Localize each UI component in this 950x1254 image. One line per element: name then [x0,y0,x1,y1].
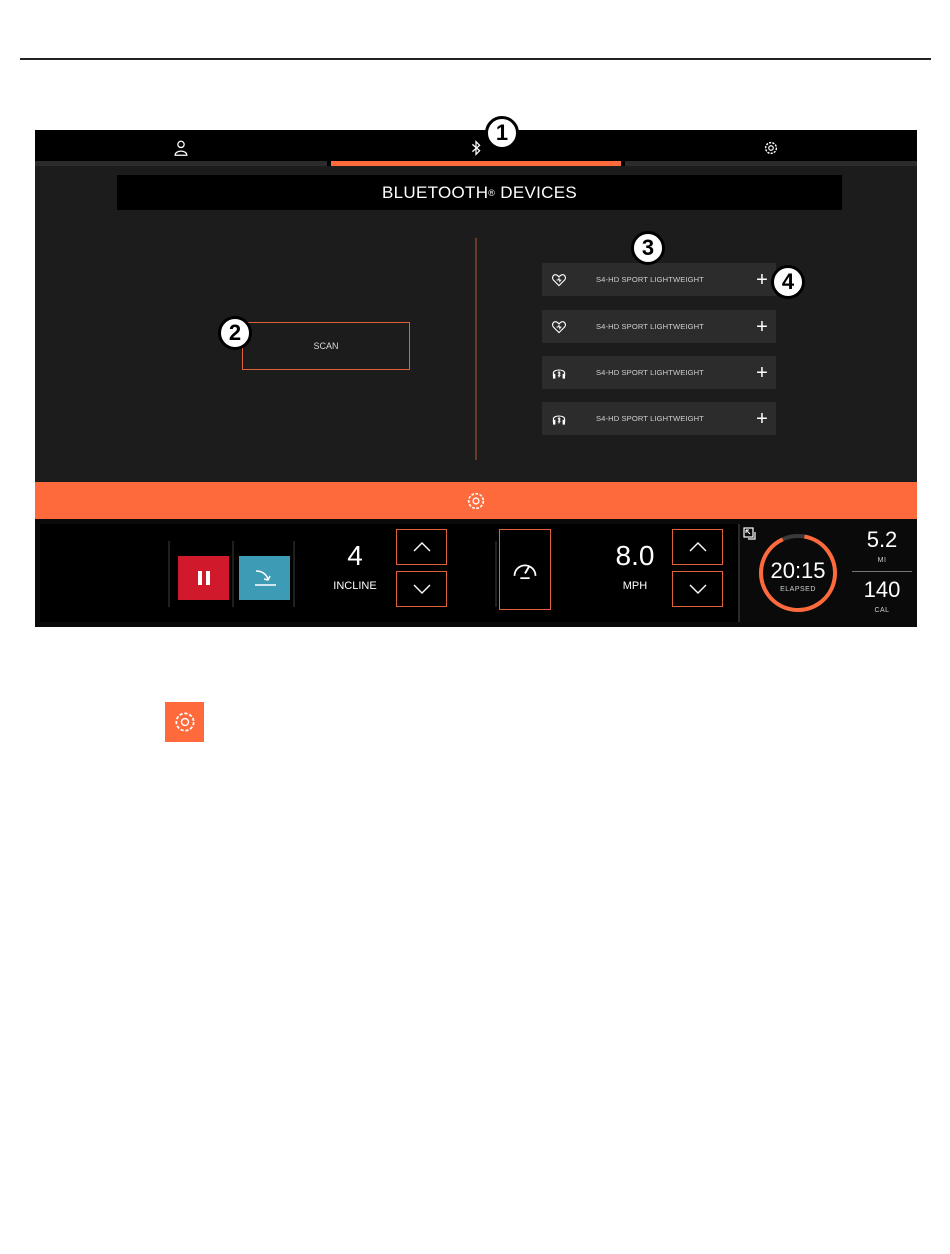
registered-mark: ® [488,187,496,198]
settings-gear-icon-legend [165,702,204,742]
console-inner [40,524,912,622]
workout-console [35,519,917,627]
calories-label: CAL [874,607,890,614]
speed-label: MPH [622,580,648,592]
tab-bluetooth[interactable] [331,130,621,166]
callout-1: 1 [485,116,519,150]
incline-label: INCLINE [333,580,377,592]
device-label: S4-HD SPORT LIGHTWEIGHT [596,414,704,423]
speedometer-icon [511,556,539,584]
console-separator [168,541,170,607]
incline-up-button[interactable] [396,529,447,565]
title-suffix: DEVICES [495,182,577,202]
device-item[interactable] [542,356,776,389]
stats-panel [738,524,914,622]
calories-value: 140 [863,577,901,602]
heart-rate-icon [544,319,574,335]
tab-bar [35,130,917,166]
device-label: S4-HD SPORT LIGHTWEIGHT [596,322,704,331]
tab-settings[interactable] [625,130,917,166]
speed-gauge-button[interactable] [499,529,551,610]
chevron-down-icon [412,583,432,595]
console-separator [293,541,295,607]
cooldown-icon [250,566,280,590]
stat-divider [852,571,912,572]
heart-rate-icon [544,272,574,288]
tab-underline [331,161,621,166]
elapsed-time: 20:15 [770,558,826,583]
callout-2: 2 [218,316,252,350]
device-item[interactable] [542,402,776,435]
add-device-button[interactable]: + [756,361,768,384]
tab-underline [625,161,917,166]
settings-bar[interactable] [35,482,917,519]
user-icon [172,139,190,157]
incline-down-button[interactable] [396,571,447,607]
device-label: S4-HD SPORT LIGHTWEIGHT [596,368,704,377]
distance-label: MI [877,557,887,564]
pause-icon-bar [198,571,202,585]
speed-value: 8.0 [615,540,655,571]
elapsed-label: ELAPSED [780,586,816,593]
incline-value: 4 [347,540,363,571]
device-item[interactable] [542,263,776,296]
callout-3: 3 [631,231,665,265]
add-device-button[interactable]: + [756,315,768,338]
gear-icon [762,139,780,157]
device-label: S4-HD SPORT LIGHTWEIGHT [596,275,704,284]
vertical-divider [475,238,477,460]
console-separator [495,541,497,607]
title-text: BLUETOOTH [382,182,489,202]
page-title [117,175,842,210]
speed-up-button[interactable] [672,529,723,565]
header-rule [20,58,931,60]
speed-down-button[interactable] [672,571,723,607]
pause-button[interactable] [178,556,229,600]
gear-icon [465,490,487,512]
tab-user[interactable] [35,130,327,166]
device-item[interactable] [542,310,776,343]
distance-value: 5.2 [866,527,898,552]
callout-4: 4 [771,265,805,299]
headphones-icon [544,411,574,427]
pause-icon-bar [206,571,210,585]
chevron-down-icon [688,583,708,595]
chevron-up-icon [688,541,708,553]
cooldown-button[interactable] [239,556,290,600]
add-device-button[interactable]: + [756,407,768,430]
console-separator [232,541,234,607]
expand-icon[interactable] [743,527,757,541]
scan-button[interactable]: SCAN [242,322,410,370]
tab-underline [35,161,327,166]
gear-icon [172,709,198,735]
headphones-icon [544,365,574,381]
bluetooth-icon [467,139,485,157]
add-device-button[interactable]: + [756,268,768,291]
console-screen [35,130,917,627]
chevron-up-icon [412,541,432,553]
